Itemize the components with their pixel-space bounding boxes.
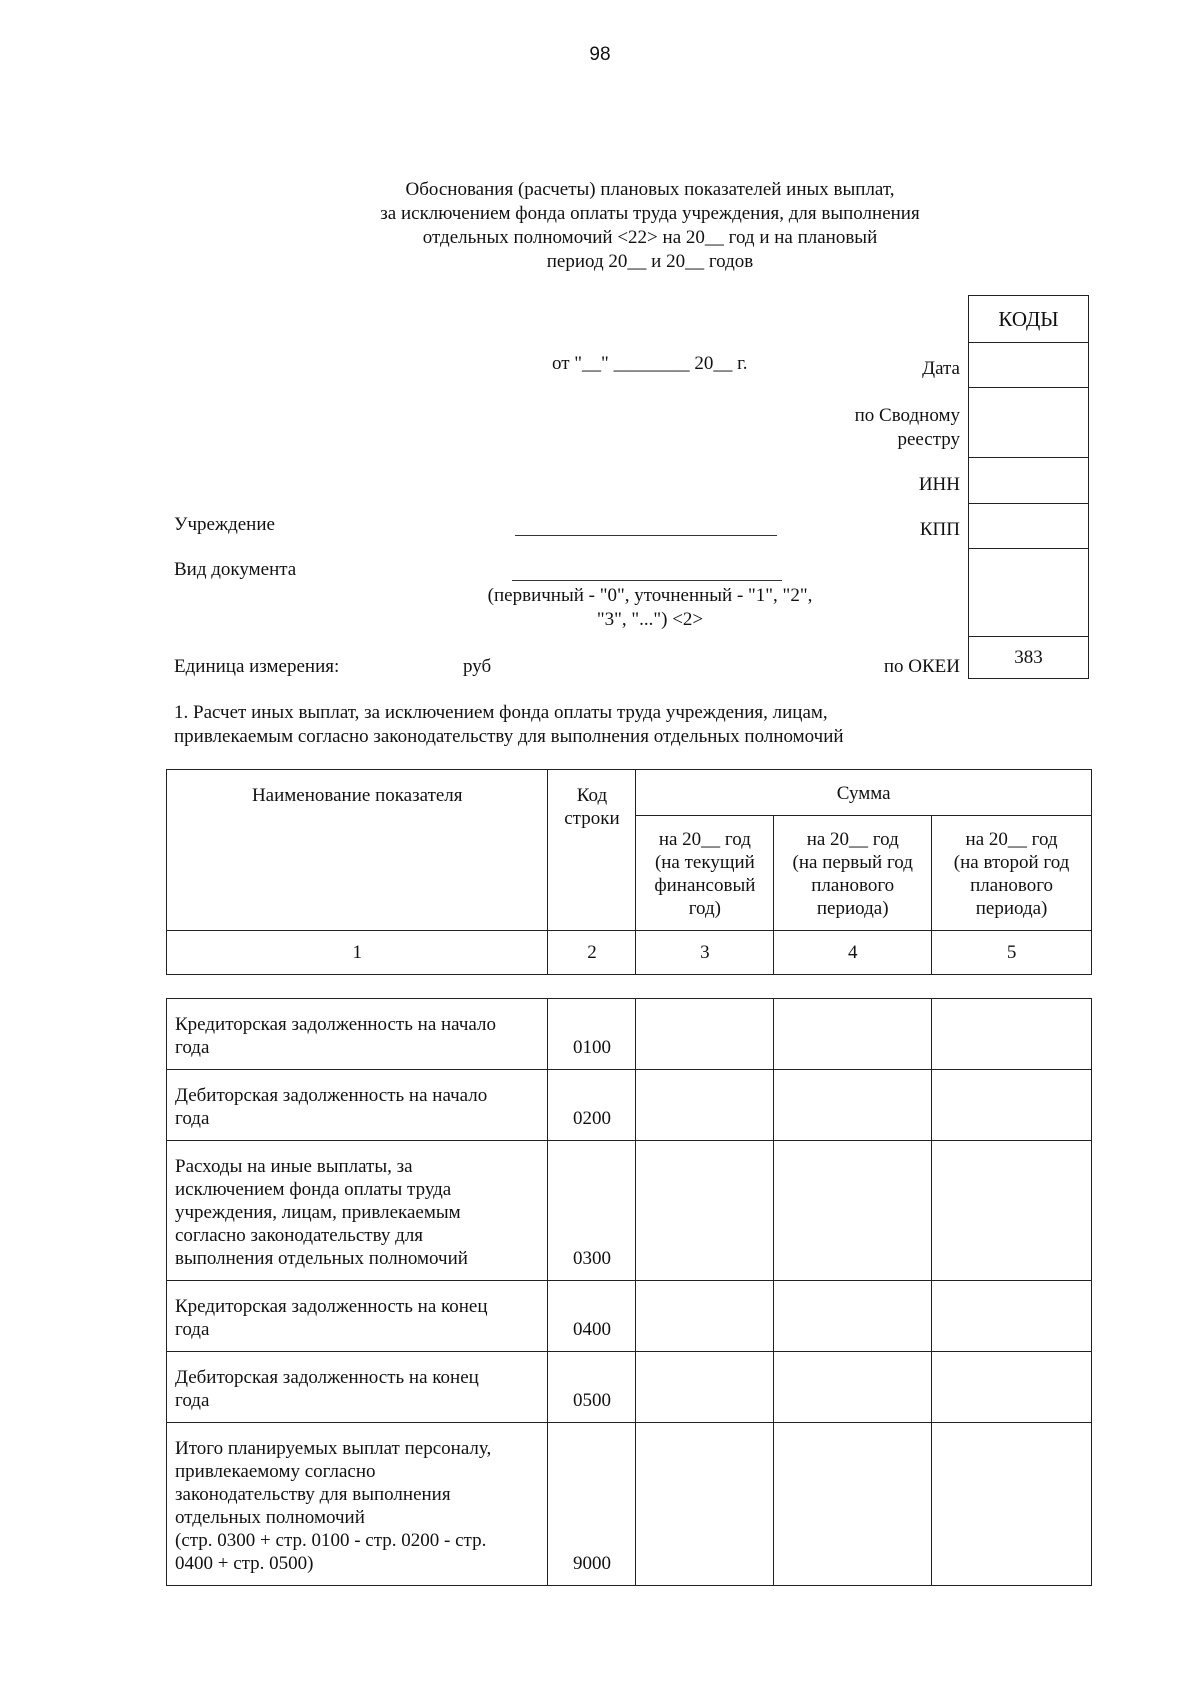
header-line: периода) <box>816 898 889 919</box>
value-cell[interactable] <box>636 1423 774 1586</box>
spacer-cell <box>167 975 548 999</box>
value-cell[interactable] <box>932 1281 1092 1352</box>
value-cell[interactable] <box>774 1141 932 1281</box>
value-cell[interactable] <box>932 1141 1092 1281</box>
row-name-line: законодательству для выполнения <box>175 1484 451 1505</box>
header-line: на 20__ год <box>806 829 899 850</box>
value-cell[interactable] <box>932 1423 1092 1586</box>
value-cell[interactable] <box>774 1070 932 1141</box>
row-name-line: Кредиторская задолженность на начало <box>175 1014 496 1035</box>
header-line: (на второй год <box>953 852 1070 873</box>
section-line: привлекаемым согласно законодательству для выполнения отдельных полномочий <box>174 726 844 747</box>
row-name-line: привлекаемому согласно <box>175 1461 376 1482</box>
value-cell[interactable] <box>636 1070 774 1141</box>
codes-header: КОДЫ <box>998 307 1059 331</box>
row-name-line: Итого планируемых выплат персоналу, <box>175 1438 492 1459</box>
col-year3-header <box>932 816 1092 931</box>
title-line: отдельных полномочий <22> на 20__ год и на плановый <box>422 227 878 248</box>
value-cell[interactable] <box>774 999 932 1070</box>
value-cell[interactable] <box>636 1281 774 1352</box>
header-line: на 20__ год <box>658 829 751 850</box>
date-line: от "__" ________ 20__ г. <box>552 353 748 374</box>
row-name-line: учреждения, лицам, привлекаемым <box>175 1202 461 1223</box>
doc-type-hint: "3", "...") <2> <box>596 609 704 630</box>
label-date: Дата <box>922 358 960 379</box>
header-row <box>167 770 1092 816</box>
header-line: (на первый год <box>792 852 913 873</box>
row-name <box>167 999 548 1070</box>
title-line: Обоснования (расчеты) плановых показателей иных выплат, <box>405 179 895 200</box>
column-number: 2 <box>548 931 636 975</box>
row-name-line: Кредиторская задолженность на конец <box>175 1296 488 1317</box>
code-cell-doc-type[interactable] <box>969 548 1088 549</box>
row-name-line: года <box>175 1319 210 1340</box>
col-year2-header <box>774 816 932 931</box>
codes-box <box>968 295 1089 679</box>
row-name <box>167 1423 548 1586</box>
row-name-line: (стр. 0300 + стр. 0100 - стр. 0200 - стр. <box>175 1530 487 1551</box>
code-cell-date[interactable] <box>969 342 1088 343</box>
header-line: планового <box>970 875 1054 896</box>
okei-code: 383 <box>969 636 1088 678</box>
label-registry-2: реестру <box>897 429 960 450</box>
value-cell[interactable] <box>932 1352 1092 1423</box>
header-line: периода) <box>975 898 1048 919</box>
label-kpp: КПП <box>919 519 960 540</box>
label-okei: по ОКЕИ <box>883 656 960 677</box>
spacer-cell <box>548 975 636 999</box>
col-sum-header: Сумма <box>636 770 1092 816</box>
table-row <box>167 999 1092 1070</box>
document-title <box>300 178 1000 274</box>
label-registry-1: по Сводному <box>854 405 960 426</box>
row-name <box>167 1281 548 1352</box>
spacer-cell <box>774 975 932 999</box>
header-line: год) <box>688 898 721 919</box>
col-name-header: Наименование показателя <box>167 770 548 931</box>
doc-type-field[interactable] <box>512 580 782 581</box>
column-number: 4 <box>774 931 932 975</box>
col-code-line: Код <box>576 785 608 806</box>
code-cell-inn[interactable] <box>969 457 1088 458</box>
row-name-line: исключением фонда оплаты труда <box>175 1179 452 1200</box>
doc-type-hint: (первичный - "0", уточненный - "1", "2", <box>487 585 813 606</box>
payments-table <box>166 769 1092 1586</box>
value-cell[interactable] <box>636 999 774 1070</box>
row-name-line: года <box>175 1037 210 1058</box>
code-cell-registry[interactable] <box>969 387 1088 388</box>
value-cell[interactable] <box>774 1281 932 1352</box>
doc-type-label: Вид документа <box>174 559 297 580</box>
table-row-total <box>167 1423 1092 1586</box>
institution-label: Учреждение <box>174 514 275 535</box>
row-code: 0300 <box>548 1141 636 1281</box>
spacer-cell <box>932 975 1092 999</box>
column-number: 5 <box>932 931 1092 975</box>
header-line: (на текущий <box>654 852 755 873</box>
value-cell[interactable] <box>932 1070 1092 1141</box>
row-name-line: выполнения отдельных полномочий <box>175 1248 468 1269</box>
spacer-row <box>167 975 1092 999</box>
value-cell[interactable] <box>636 1141 774 1281</box>
section-heading <box>174 701 844 749</box>
value-cell[interactable] <box>636 1352 774 1423</box>
spacer-cell <box>636 975 774 999</box>
code-cell-kpp[interactable] <box>969 503 1088 504</box>
header-line: на 20__ год <box>965 829 1058 850</box>
row-code: 0500 <box>548 1352 636 1423</box>
row-code: 9000 <box>548 1423 636 1586</box>
table-row <box>167 1281 1092 1352</box>
row-name <box>167 1352 548 1423</box>
label-inn: ИНН <box>918 474 960 495</box>
table-row <box>167 1070 1092 1141</box>
row-name-line: Дебиторская задолженность на начало <box>175 1085 488 1106</box>
row-code: 0200 <box>548 1070 636 1141</box>
row-name <box>167 1141 548 1281</box>
row-name-line: Дебиторская задолженность на конец <box>175 1367 479 1388</box>
col-year1-header <box>636 816 774 931</box>
header-line: финансовый <box>654 875 756 896</box>
title-line: период 20__ и 20__ годов <box>546 251 754 272</box>
row-name-line: года <box>175 1108 210 1129</box>
page-number: 98 <box>589 44 611 65</box>
row-code: 0100 <box>548 999 636 1070</box>
value-cell[interactable] <box>774 1423 932 1586</box>
row-name-line: года <box>175 1390 210 1411</box>
col-code-line: строки <box>564 808 620 829</box>
unit-value: руб <box>463 656 492 677</box>
row-name-line: согласно законодательству для <box>175 1225 424 1246</box>
row-code: 0400 <box>548 1281 636 1352</box>
table-row <box>167 1141 1092 1281</box>
value-cell[interactable] <box>932 999 1092 1070</box>
row-name <box>167 1070 548 1141</box>
section-line: 1. Расчет иных выплат, за исключением фонда оплаты труда учреждения, лицам, <box>174 702 828 723</box>
col-code-header <box>548 770 636 931</box>
institution-field[interactable] <box>515 535 777 536</box>
row-name-line: 0400 + стр. 0500) <box>175 1553 314 1574</box>
value-cell[interactable] <box>774 1352 932 1423</box>
title-line: за исключением фонда оплаты труда учреждения, для выполнения <box>380 203 920 224</box>
header-line: планового <box>811 875 895 896</box>
column-number: 3 <box>636 931 774 975</box>
unit-label: Единица измерения: <box>174 656 340 677</box>
column-number: 1 <box>167 931 548 975</box>
row-name-line: Расходы на иные выплаты, за <box>175 1156 413 1177</box>
column-number-row <box>167 931 1092 975</box>
row-name-line: отдельных полномочий <box>175 1507 365 1528</box>
table-row <box>167 1352 1092 1423</box>
